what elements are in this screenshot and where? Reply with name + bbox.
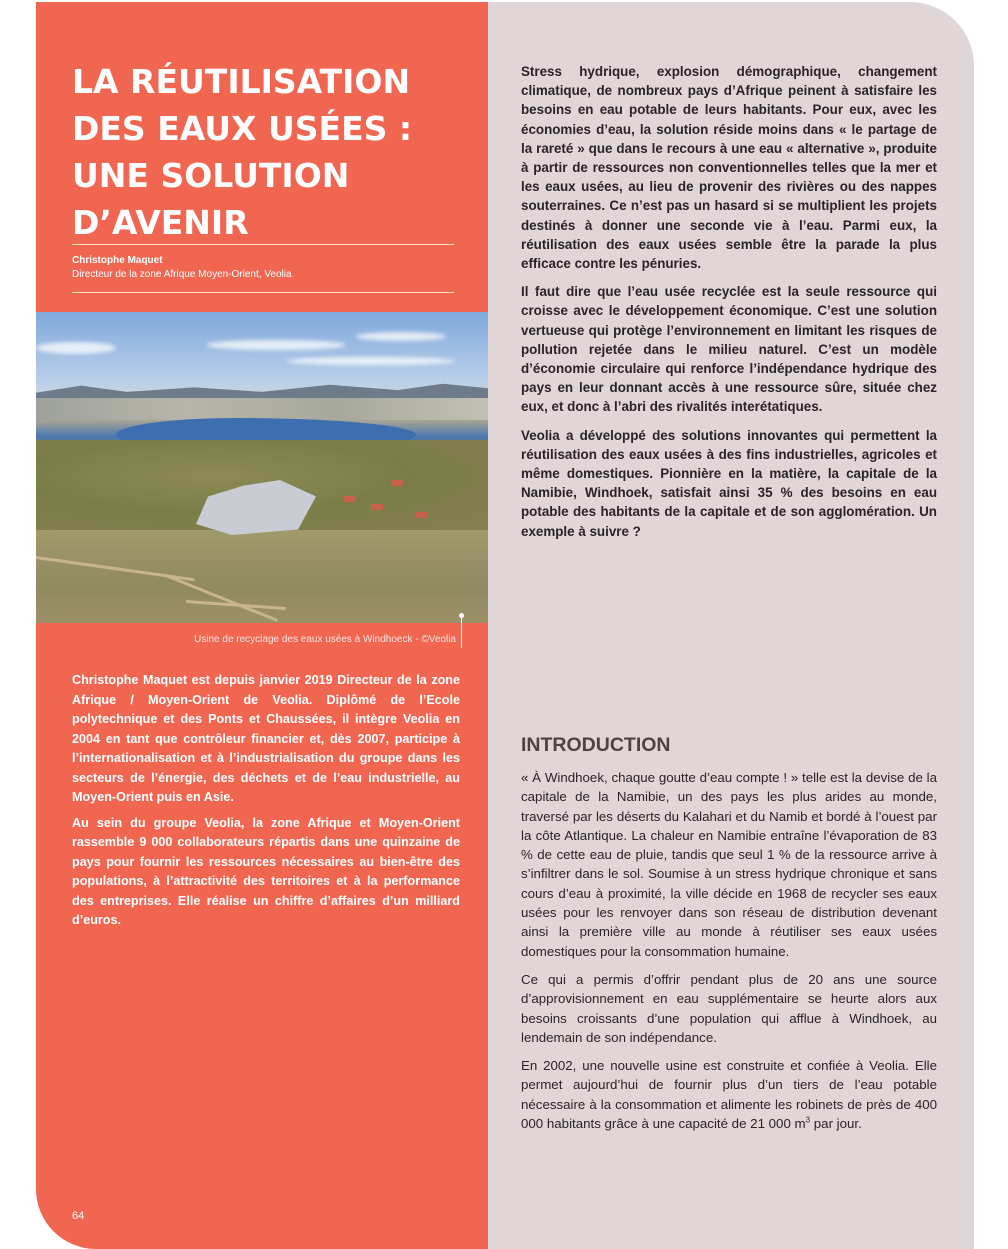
intro-paragraph: « À Windhoek, chaque goutte d’eau compte ! » telle est la devise de la capitale de la Namibie, un des pays les plus arides au monde, traversé par les déserts du Kalahari et du Namib et bordé à l’ouest par la côte Atlantique. La chaleur en Namibie entraîne l’évaporation de 83 % de cette eau de pluie, tandis que seul 1 % de la ressource arrive à s’infiltrer dans le sol. Soumise à un stress hydrique chronique et sans cours d’eau à proximité, la ville décide en 1968 de recycler ses eaux usées pour les renvoyer dans son réseau de distribution devenant ainsi la première ville au monde à réutiliser ses eaux usées domestiques pour la consommation humaine.	[521, 770, 937, 959]
cloud	[206, 340, 346, 350]
lede-paragraph: Stress hydrique, explosion démographique, changement climatique, de nombreux pays d’Afrique peinent à satisfaire les besoins en eau potable de leurs habitants. Pour eux, avec les économies d’eau, la solution réside moins dans « le partage de la rareté » que dans le recours à une eau « alternative », produite à partir de ressources non conventionnelles telles que la mer et les eaux usées, au lieu de provenir des rivières ou des nappes souterraines. Ce n’est pas un hasard si se multiplient les projets destinés à donner une seconde vie à l’eau. Parmi eux, la réutilisation des eaux usées semble être la parade la plus efficace contre les pénuries.	[521, 64, 937, 272]
intro-paragraph-end: par jour.	[810, 1116, 862, 1132]
bio-paragraph: Au sein du groupe Veolia, la zone Afrique et Moyen-Orient rassemble 9 000 collaborateurs répartis dans une quinzaine de pays pour fournir les ressources nécessaires au bien-être des populations, à l’attractivité des territoires et à la performance des entreprises. Elle réalise un chiffre d’affaires d’un milliard d’euros.	[72, 815, 460, 927]
author-name: Christophe Maquet	[72, 255, 163, 266]
caption-pointer	[461, 614, 462, 648]
intro-paragraph: Ce qui a permis d’offrir pendant plus de 20 ans une source d’approvisionnement en eau supplémentaire se heurte alors aux besoins croissants d’une population qui afflue à Windhoek, au lendemain de son indépendance.	[521, 971, 937, 1045]
article-title: LA RÉUTILISATION DES EAUX USÉES : UNE SOLUTION D’AVENIR	[72, 62, 413, 242]
author-bio	[72, 671, 460, 937]
superscript: 3	[805, 1115, 811, 1125]
cloud	[286, 357, 456, 365]
photo-caption: Usine de recyclage des eaux usées à Windhoeck - ©Veolia	[194, 634, 456, 645]
intro-paragraph-text: En 2002, une nouvelle usine est construite et confiée à Veolia. Elle permet aujourd’hui de fournir plus d’un tiers de l’eau potable nécessaire à la consommation et alimente les robinets de près de 400 000 habitants grâce à une capacité de 21 000 m	[521, 1058, 937, 1132]
article-photo	[36, 312, 488, 623]
author-role: Directeur de la zone Afrique Moyen-Orient, Veolia	[72, 269, 292, 280]
divider	[72, 292, 454, 293]
cloud	[36, 342, 116, 354]
page-number: 64	[72, 1210, 85, 1222]
article-lede	[521, 62, 937, 550]
lede-paragraph: Il faut dire que l’eau usée recyclée est la seule ressource qui croisse avec le développement économique. C’est une solution vertueuse qui protège l’environnement en limitant les risques de pollution rejetée dans le milieu naturel. C’est un modèle d’économie circulaire qui renforce l’indépendance hydrique des pays en leur donnant accès à une ressource sûre, située chez eux, et donc à l’abri des rivalités interétatiques.	[521, 284, 937, 415]
divider	[72, 244, 454, 245]
bio-paragraph: Christophe Maquet est depuis janvier 2019 Directeur de la zone Afrique / Moyen-Orient de Veolia. Diplômé de l’Ecole polytechnique et des Ponts et Chaussées, il intègre Veolia en 2004 en tant que contrôleur financier et, dès 2007, participe à l’internationalisation et à l’industrialisation du groupe dans les secteurs de l’énergie, des déchets et de l’eau industrielle, au Moyen-Orient puis en Asie.	[72, 673, 460, 804]
ground	[36, 530, 488, 623]
intro-paragraph	[521, 1056, 937, 1133]
building-roof	[416, 512, 428, 518]
cloud	[356, 332, 446, 341]
building-roof	[344, 496, 356, 502]
section-heading-introduction: INTRODUCTION	[521, 734, 671, 756]
introduction-body	[521, 768, 937, 1142]
building-roof	[391, 480, 403, 486]
lede-paragraph: Veolia a développé des solutions innovantes qui permettent la réutilisation des eaux usées à des fins industrielles, agricoles et même domestiques. Pionnière en la matière, la capitale de la Namibie, Windhoek, satisfait ainsi 35 % des besoins en eau potable des habitants de la capitale et de son agglomération. Un exemple à suivre ?	[521, 427, 937, 539]
city	[36, 398, 488, 420]
building-roof	[371, 504, 383, 510]
